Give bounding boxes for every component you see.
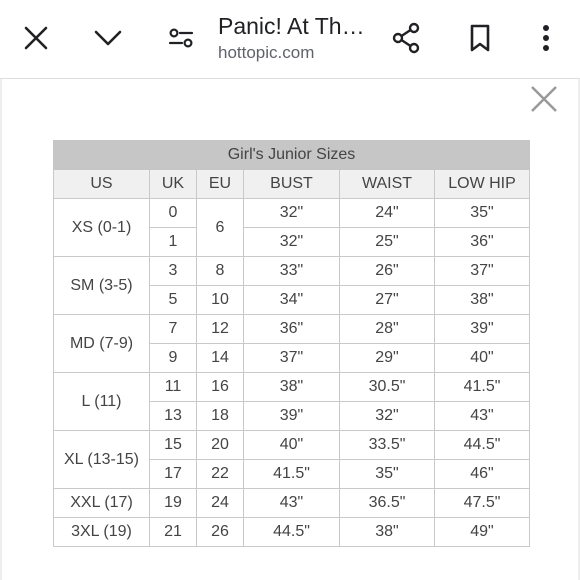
bust-value: 39" bbox=[244, 402, 340, 431]
page-title: Panic! At Th… bbox=[218, 13, 365, 39]
eu-size: 10 bbox=[197, 286, 244, 315]
size-chart-dialog bbox=[2, 79, 578, 580]
waist-value: 26" bbox=[340, 257, 435, 286]
header-low-hip: LOW HIP bbox=[435, 170, 530, 199]
waist-value: 29" bbox=[340, 344, 435, 373]
eu-size: 20 bbox=[197, 431, 244, 460]
eu-size: 18 bbox=[197, 402, 244, 431]
us-size: SM (3-5) bbox=[54, 257, 150, 315]
bust-value: 32" bbox=[244, 228, 340, 257]
hip-value: 39" bbox=[435, 315, 530, 344]
bust-value: 44.5" bbox=[244, 518, 340, 547]
us-size: XS (0-1) bbox=[54, 199, 150, 257]
hip-value: 36" bbox=[435, 228, 530, 257]
table-header-row bbox=[54, 170, 530, 199]
us-size: L (11) bbox=[54, 373, 150, 431]
bust-value: 33" bbox=[244, 257, 340, 286]
uk-size: 19 bbox=[150, 489, 197, 518]
hip-value: 44.5" bbox=[435, 431, 530, 460]
header-waist: WAIST bbox=[340, 170, 435, 199]
waist-value: 36.5" bbox=[340, 489, 435, 518]
waist-value: 27" bbox=[340, 286, 435, 315]
hip-value: 47.5" bbox=[435, 489, 530, 518]
waist-value: 28" bbox=[340, 315, 435, 344]
bust-value: 36" bbox=[244, 315, 340, 344]
waist-value: 32" bbox=[340, 402, 435, 431]
waist-value: 35" bbox=[340, 460, 435, 489]
table-row bbox=[54, 257, 530, 286]
close-icon[interactable] bbox=[16, 18, 56, 58]
eu-size: 12 bbox=[197, 315, 244, 344]
bust-value: 38" bbox=[244, 373, 340, 402]
table-row bbox=[54, 373, 530, 402]
table-row bbox=[54, 518, 530, 547]
hip-value: 35" bbox=[435, 199, 530, 228]
size-chart-table bbox=[53, 140, 530, 547]
uk-size: 13 bbox=[150, 402, 197, 431]
uk-size: 0 bbox=[150, 199, 197, 228]
bust-value: 34" bbox=[244, 286, 340, 315]
header-uk: UK bbox=[150, 170, 197, 199]
table-row bbox=[54, 489, 530, 518]
uk-size: 3 bbox=[150, 257, 197, 286]
waist-value: 38" bbox=[340, 518, 435, 547]
bust-value: 41.5" bbox=[244, 460, 340, 489]
uk-size: 9 bbox=[150, 344, 197, 373]
waist-value: 25" bbox=[340, 228, 435, 257]
uk-size: 11 bbox=[150, 373, 197, 402]
uk-size: 15 bbox=[150, 431, 197, 460]
uk-size: 21 bbox=[150, 518, 197, 547]
page-background bbox=[0, 79, 580, 580]
eu-size: 24 bbox=[197, 489, 244, 518]
hip-value: 41.5" bbox=[435, 373, 530, 402]
uk-size: 1 bbox=[150, 228, 197, 257]
tab-title-block[interactable] bbox=[218, 12, 368, 65]
hip-value: 43" bbox=[435, 402, 530, 431]
chevron-down-icon[interactable] bbox=[88, 18, 128, 58]
header-us: US bbox=[54, 170, 150, 199]
bust-value: 32" bbox=[244, 199, 340, 228]
eu-size: 22 bbox=[197, 460, 244, 489]
table-row bbox=[54, 431, 530, 460]
hip-value: 49" bbox=[435, 518, 530, 547]
eu-size: 14 bbox=[197, 344, 244, 373]
table-row bbox=[54, 199, 530, 228]
us-size: MD (7-9) bbox=[54, 315, 150, 373]
eu-size: 8 bbox=[197, 257, 244, 286]
us-size: 3XL (19) bbox=[54, 518, 150, 547]
browser-toolbar bbox=[0, 0, 580, 79]
bust-value: 43" bbox=[244, 489, 340, 518]
us-size: XL (13-15) bbox=[54, 431, 150, 489]
us-size: XXL (17) bbox=[54, 489, 150, 518]
eu-size: 16 bbox=[197, 373, 244, 402]
bust-value: 37" bbox=[244, 344, 340, 373]
close-icon[interactable] bbox=[527, 82, 561, 116]
uk-size: 5 bbox=[150, 286, 197, 315]
waist-value: 30.5" bbox=[340, 373, 435, 402]
hip-value: 37" bbox=[435, 257, 530, 286]
eu-size: 6 bbox=[197, 199, 244, 257]
bookmark-icon[interactable] bbox=[460, 18, 500, 58]
hip-value: 40" bbox=[435, 344, 530, 373]
table-row bbox=[54, 315, 530, 344]
waist-value: 24" bbox=[340, 199, 435, 228]
uk-size: 7 bbox=[150, 315, 197, 344]
uk-size: 17 bbox=[150, 460, 197, 489]
share-icon[interactable] bbox=[386, 18, 426, 58]
header-bust: BUST bbox=[244, 170, 340, 199]
hip-value: 46" bbox=[435, 460, 530, 489]
waist-value: 33.5" bbox=[340, 431, 435, 460]
eu-size: 26 bbox=[197, 518, 244, 547]
hip-value: 38" bbox=[435, 286, 530, 315]
header-eu: EU bbox=[197, 170, 244, 199]
more-vert-icon[interactable] bbox=[526, 18, 566, 58]
page-settings-icon[interactable] bbox=[161, 18, 201, 58]
bust-value: 40" bbox=[244, 431, 340, 460]
table-caption: Girl's Junior Sizes bbox=[54, 141, 530, 170]
page-domain: hottopic.com bbox=[218, 43, 315, 62]
